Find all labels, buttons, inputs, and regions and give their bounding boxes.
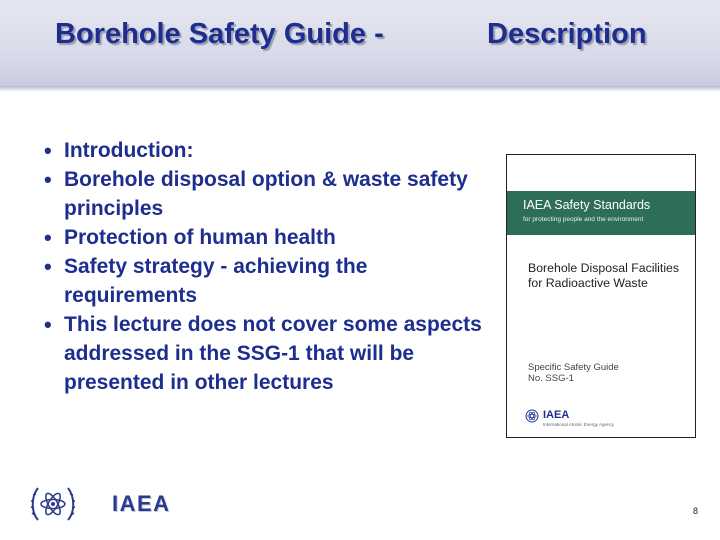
bullet-item	[44, 310, 484, 397]
bullet-item	[44, 223, 484, 252]
bullet-dot-icon: •	[44, 138, 52, 163]
bullet-item	[44, 252, 484, 310]
bullet-text: Protection of human health	[64, 226, 336, 249]
bullet-item	[44, 165, 484, 223]
cover-band-title: IAEA Safety Standards	[523, 198, 651, 212]
slide-title-suffix: Description	[487, 18, 647, 50]
page-number: 8	[693, 506, 699, 516]
cover-series-line: Specific Safety Guide	[528, 362, 619, 373]
bullet-dot-icon: •	[44, 167, 52, 192]
cover-publisher: IAEA	[543, 409, 570, 421]
cover-band	[507, 191, 695, 235]
bullet-dot-icon: •	[44, 312, 52, 337]
bullet-text: Safety strategy - achieving the requirements	[64, 255, 368, 307]
bullet-list	[44, 136, 484, 397]
iaea-emblem-icon	[525, 409, 539, 423]
slide-title: Borehole Safety Guide -	[55, 18, 384, 50]
bullet-item	[44, 136, 484, 165]
footer-logo-text: IAEA	[112, 491, 171, 516]
cover-series	[528, 362, 619, 384]
publication-cover-image	[506, 154, 696, 438]
cover-publisher-full: International Atomic Energy Agency	[543, 422, 615, 427]
bullet-dot-icon: •	[44, 225, 52, 250]
bullet-text: This lecture does not cover some aspects addressed in the SSG-1 that will be presented in other lectures	[64, 313, 482, 394]
title-bar-shadow	[0, 86, 720, 92]
bullet-dot-icon: •	[44, 254, 52, 279]
iaea-logo-icon	[30, 482, 76, 526]
bullet-text: Borehole disposal option & waste safety principles	[64, 168, 468, 220]
cover-series-number: No. SSG-1	[528, 373, 574, 384]
cover-title: Borehole Disposal Facilities for Radioactive Waste	[528, 261, 680, 290]
bullet-text: Introduction:	[64, 139, 194, 162]
cover-band-subtitle: for protecting people and the environment	[523, 216, 644, 223]
